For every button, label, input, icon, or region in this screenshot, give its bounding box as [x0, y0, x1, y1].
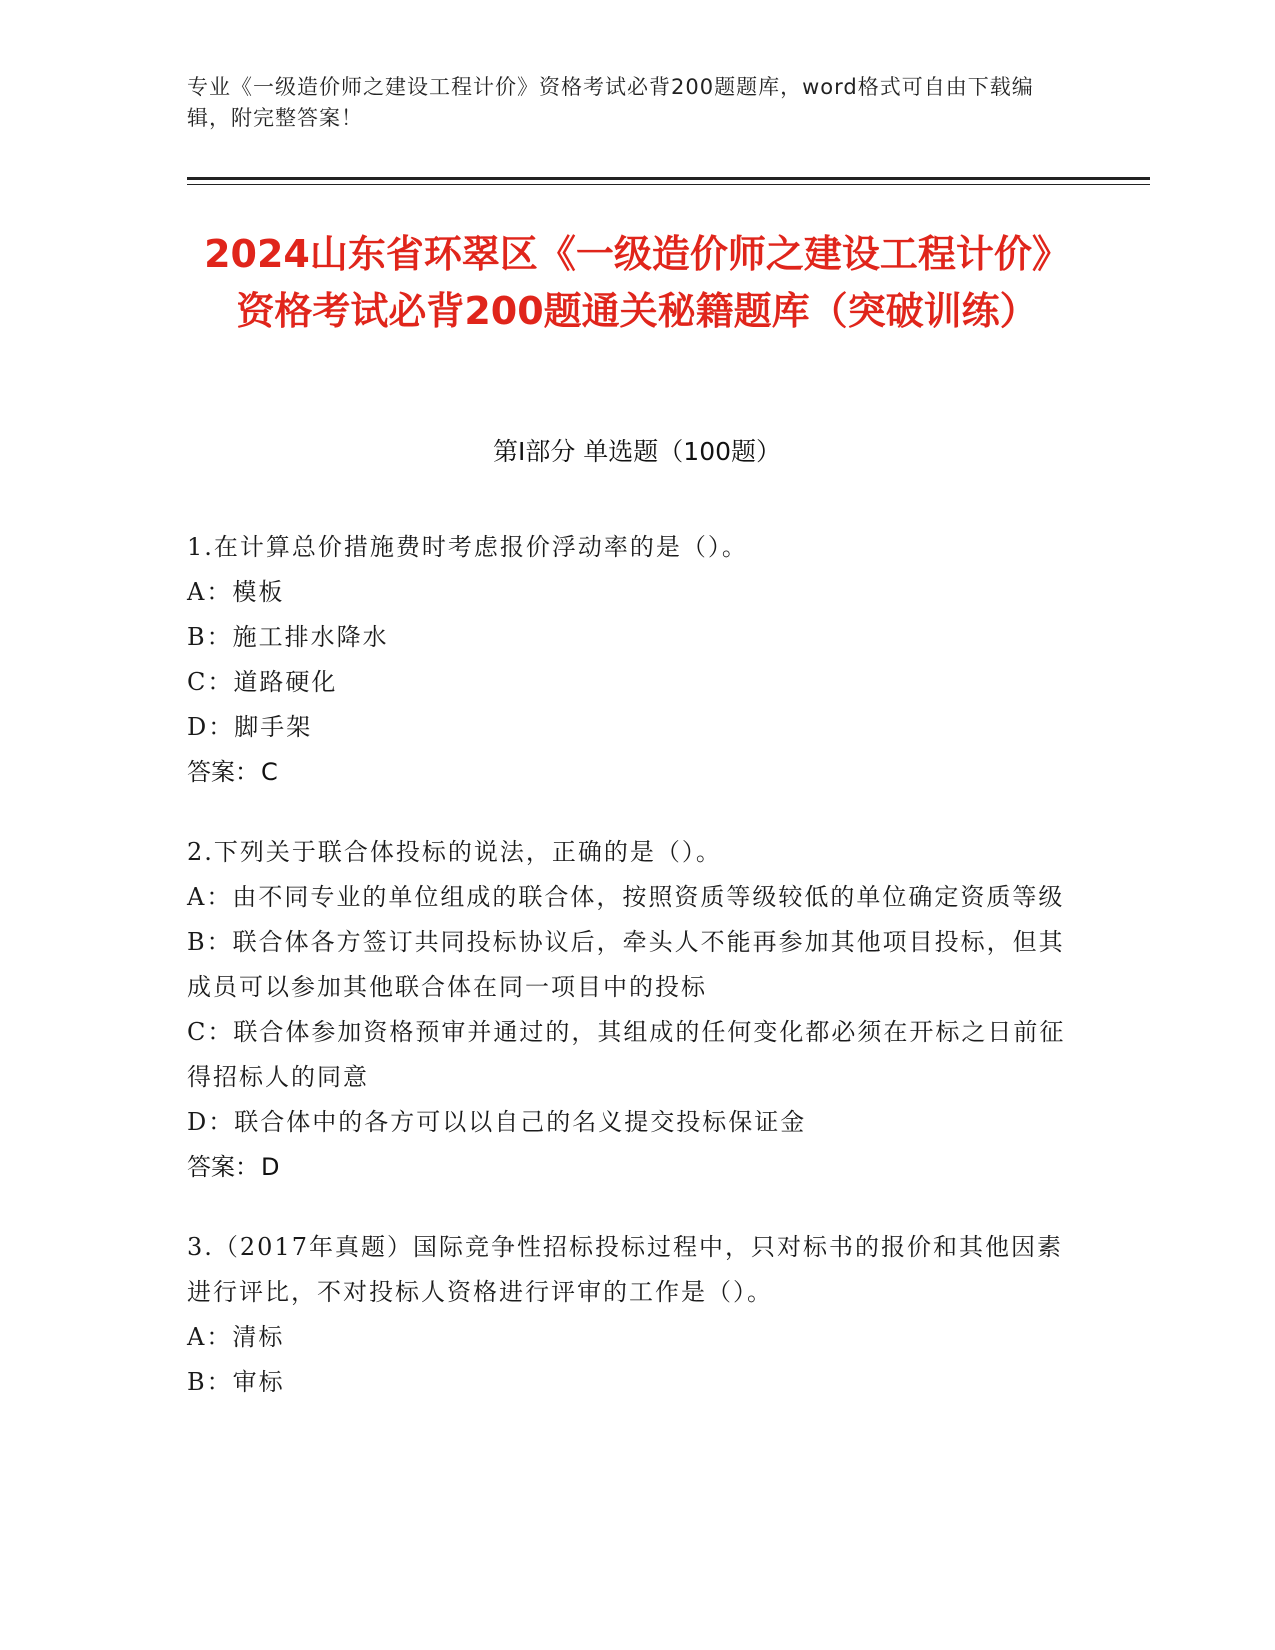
header-divider-thin [187, 184, 1150, 185]
question-2 [187, 830, 1067, 1190]
answer-value: D [261, 1153, 280, 1181]
answer-value: C [261, 758, 278, 786]
answer-line [187, 750, 1067, 795]
option-a: A：模板 [187, 578, 285, 606]
answer-label: 答案： [187, 1153, 259, 1181]
answer-line [187, 1145, 1067, 1190]
header-note: 专业《一级造价师之建设工程计价》资格考试必背200题题库，word格式可自由下载编辑，附完整答案！ [187, 75, 1034, 130]
option-d: D：联合体中的各方可以以自己的名义提交投标保证金 [187, 1108, 807, 1136]
section-title: 第I部分 单选题（100题） [492, 437, 782, 466]
option-a: A：清标 [187, 1323, 285, 1351]
option-c: C：联合体参加资格预审并通过的，其组成的任何变化都必须在开标之日前征得招标人的同意 [187, 1018, 1066, 1091]
question-stem: 2.下列关于联合体投标的说法，正确的是（）。 [187, 838, 722, 866]
option-b: B：施工排水降水 [187, 623, 389, 651]
option-d: D：脚手架 [187, 713, 313, 741]
answer-label: 答案： [187, 758, 259, 786]
question-1 [187, 525, 1067, 795]
option-c: C：道路硬化 [187, 668, 338, 696]
option-b: B：审标 [187, 1368, 285, 1396]
option-a: A：由不同专业的单位组成的联合体，按照资质等级较低的单位确定资质等级 [187, 883, 1065, 911]
header-divider-thick [187, 177, 1150, 180]
option-b: B：联合体各方签订共同投标协议后，牵头人不能再参加其他项目投标，但其成员可以参加其他联合体在同一项目中的投标 [187, 928, 1065, 1001]
question-stem: 3.（2017年真题）国际竞争性招标投标过程中，只对标书的报价和其他因素进行评比，不对投标人资格进行评审的工作是（）。 [187, 1233, 1063, 1306]
question-list [187, 525, 1067, 1440]
question-3 [187, 1225, 1067, 1405]
question-stem: 1.在计算总价措施费时考虑报价浮动率的是（）。 [187, 533, 748, 561]
document-title: 2024山东省环翠区《一级造价师之建设工程计价》资格考试必背200题通关秘籍题库（突破训练） [204, 232, 1070, 333]
